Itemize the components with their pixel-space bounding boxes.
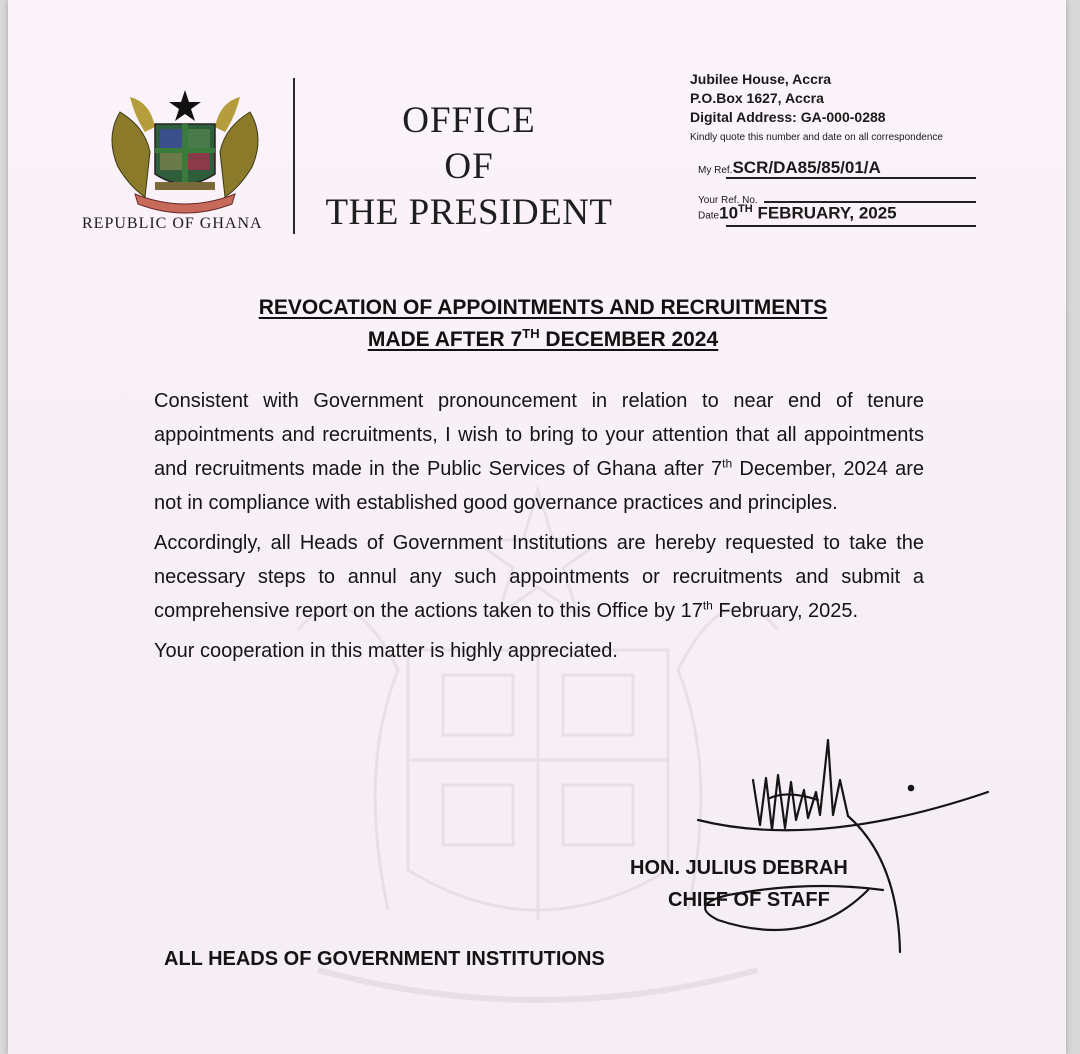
my-ref-value: SCR/DA85/85/01/A — [732, 158, 881, 177]
republic-of-ghana-caption: REPUBLIC OF GHANA — [82, 215, 263, 232]
paragraph-2-a: Accordingly, all Heads of Government Institutions are hereby requested to take the necessary steps to annul any such appointments or recruitments and submit a comprehensive report on the actions taken to this Office by 17 — [154, 532, 924, 622]
signatory-title: CHIEF OF STAFF — [668, 889, 830, 911]
date-underline — [726, 225, 976, 227]
title-line-2 — [368, 328, 718, 351]
address-block — [690, 70, 943, 143]
date-rest: FEBRUARY, 2025 — [752, 203, 897, 223]
paragraph-1 — [154, 384, 924, 520]
your-ref-label: Your Ref. No. — [698, 195, 758, 206]
letter-title — [108, 292, 978, 356]
title-line-2-post: DECEMBER 2024 — [539, 328, 719, 351]
handwritten-signature — [668, 720, 1008, 960]
address-line-2: P.O.Box 1627, Accra — [690, 90, 824, 106]
paragraph-1-a: Consistent with Government pronouncement in relation to near end of tenure appointments and recruitments, I wish to bring to your attention that all appointments and recruitments made in the Public Services of Ghana after 7 — [154, 390, 924, 480]
my-ref-label: My Ref. — [698, 165, 733, 176]
signatory-name: HON. JULIUS DEBRAH — [630, 857, 848, 879]
letter-body — [154, 384, 924, 674]
paragraph-2 — [154, 526, 924, 628]
ghana-coat-of-arms-icon — [100, 82, 270, 217]
paragraph-1-sup: th — [722, 456, 733, 471]
title-line-1: REVOCATION OF APPOINTMENTS AND RECRUITMENTS — [258, 296, 828, 319]
title-line-2-sup: TH — [522, 326, 540, 341]
my-ref-row — [698, 158, 881, 178]
date-suffix: TH — [738, 203, 753, 215]
header-divider — [293, 78, 295, 234]
my-ref-underline — [726, 177, 976, 179]
paragraph-3: Your cooperation in this matter is highly appreciated. — [154, 640, 618, 662]
office-line-3: THE PRESIDENT — [325, 192, 613, 233]
letter-page — [8, 0, 1066, 1054]
quote-note: Kindly quote this number and date on all correspondence — [690, 132, 943, 143]
paragraph-1-b: December, 2024 are not in compliance with established good governance practices and principles. — [154, 458, 924, 514]
paragraph-2-sup: th — [702, 598, 713, 613]
date-row — [698, 203, 897, 223]
title-line-2-pre: MADE AFTER 7 — [367, 328, 523, 351]
date-label: Date — [698, 210, 720, 222]
addressee-line: ALL HEADS OF GOVERNMENT INSTITUTIONS — [164, 948, 605, 970]
address-line-3: Digital Address: GA-000-0288 — [690, 109, 886, 125]
office-line-1: OFFICE — [402, 100, 536, 141]
paragraph-2-b: February, 2025. — [712, 600, 859, 622]
office-line-2: OF — [444, 146, 494, 187]
address-line-1: Jubilee House, Accra — [690, 71, 832, 87]
date-day: 10 — [719, 203, 739, 223]
office-of-the-president-heading — [308, 98, 630, 236]
